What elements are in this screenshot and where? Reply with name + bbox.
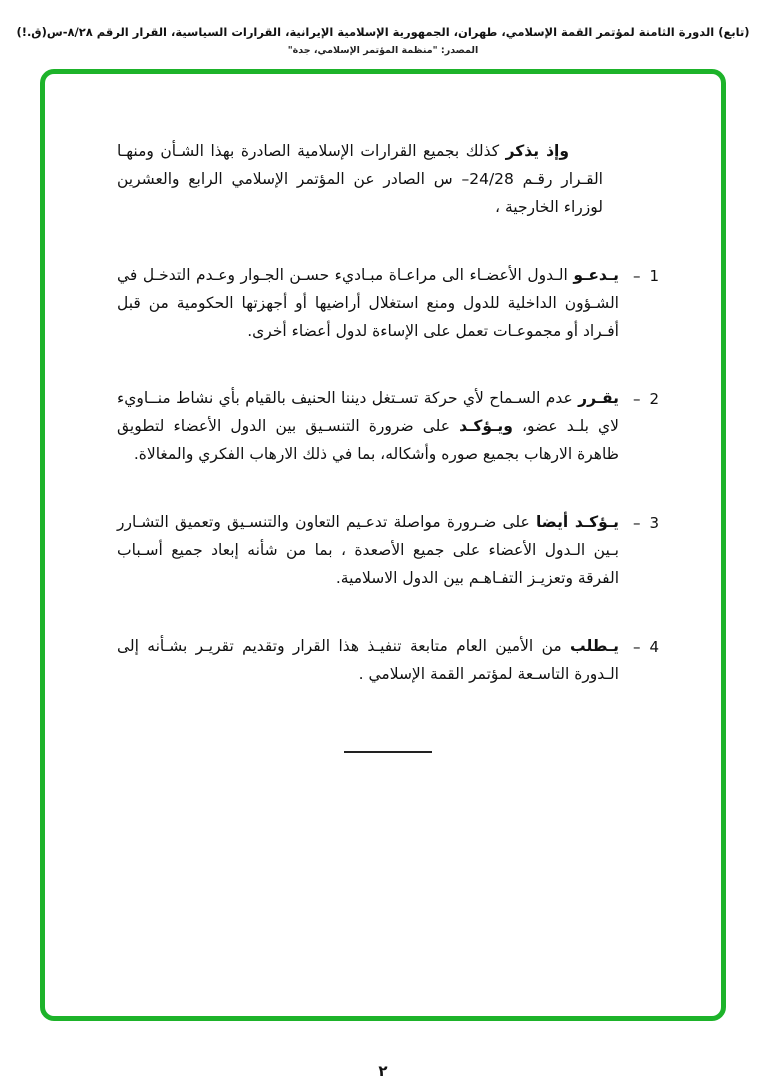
clause-2-rest: عدم السـماح لأي حركة تسـتغل ديننا الحنيف بالقيام بأي نشاط منــاويء لاي بلـد عضو، <box>117 389 619 436</box>
clause-number-digit: 2 <box>649 390 659 409</box>
clause-3-lead: يـؤكـد أيضا <box>535 513 619 532</box>
clause-2-lead: يقـرر <box>578 389 619 408</box>
header-source: المصدر: "منظمة المؤتمر الإسلامي، جدة" <box>287 45 479 57</box>
clause-4-lead: يـطلب <box>570 636 619 655</box>
clause-1-number <box>619 262 659 346</box>
clause-2-lead2: ويـؤكـد <box>459 417 513 436</box>
clause-4 <box>117 633 659 689</box>
clause-number-digit: 3 <box>649 514 659 533</box>
clause-number-dash: – <box>632 514 641 533</box>
clause-1-text <box>117 262 619 346</box>
clause-2-rest2: على ضرورة التنسـيق بين الدول الأعضاء لتطويق ظاهرة الارهاب بجميع صوره وأشكاله، بما في ذلك الارهاب الفكري والمغالاة. <box>117 417 619 464</box>
clause-1-rest: الـدول الأعضـاء الى مراعـاة مبـاديء حسـن الجـوار وعـدم التدخـل في الشـؤون الداخلية للدول ومنع استغلال أراضيها أو أجهزتها الحكومية من قبل أفـراد أو مجموعـات تعمل على الإساءة لدول أعضاء أخرى. <box>117 265 619 340</box>
clause-2-number <box>619 385 659 469</box>
document-header <box>0 0 766 56</box>
clause-1-lead: يـدعـو <box>573 265 619 284</box>
clause-3-rest: على ضـرورة مواصلة تدعـيم التعاون والتنسـيق وتعميق التشـارر بـين الـدول الأعضاء على جميع الأصعدة ، بما من شأنه إبعاد جميع أسـباب الفرقة وتعزيـز التفـاهـم بين الدول الاسلامية. <box>117 513 619 587</box>
header-title: (تابع) الدورة الثامنة لمؤتمر القمة الإسلامي، طهران، الجمهورية الإسلامية الإيرانية، القرارات السياسية، القرار الرقم ٨/٢٨-س(ق.!) <box>16 25 750 39</box>
clause-number-dash: – <box>632 390 641 409</box>
intro-text: كذلك بجميع القرارات الإسلامية الصادرة بهذا الشـأن ومنهـا القـرار رقـم 24/28– س الصادر عن المؤتمر الإسلامي الرابع والعشرين لوزراء الخارجية ، <box>117 142 603 216</box>
clause-number-dash: – <box>632 637 641 656</box>
intro-paragraph <box>117 138 603 222</box>
clause-3-number <box>619 509 659 593</box>
page-number: ٢ <box>378 1062 388 1080</box>
clause-4-text <box>117 633 619 689</box>
section-divider <box>344 751 432 753</box>
clause-4-rest: من الأمين العام متابعة تنفيـذ هذا القرار وتقديم تقريـر بشـأنه إلى الـدورة التاسـعة لمؤتمر القمة الإسلامي . <box>117 636 619 683</box>
clause-2-text <box>117 385 619 469</box>
clause-3 <box>117 509 659 593</box>
document-body <box>45 74 721 752</box>
green-frame <box>40 69 726 1021</box>
clause-4-number <box>619 633 659 689</box>
intro-lead: وإذ يذكر <box>505 142 570 161</box>
clause-number-digit: 1 <box>649 266 659 285</box>
clause-2 <box>117 385 659 469</box>
clause-number-digit: 4 <box>649 637 659 656</box>
clause-3-text <box>117 509 619 593</box>
clause-number-dash: – <box>632 266 641 285</box>
clause-1 <box>117 262 659 346</box>
